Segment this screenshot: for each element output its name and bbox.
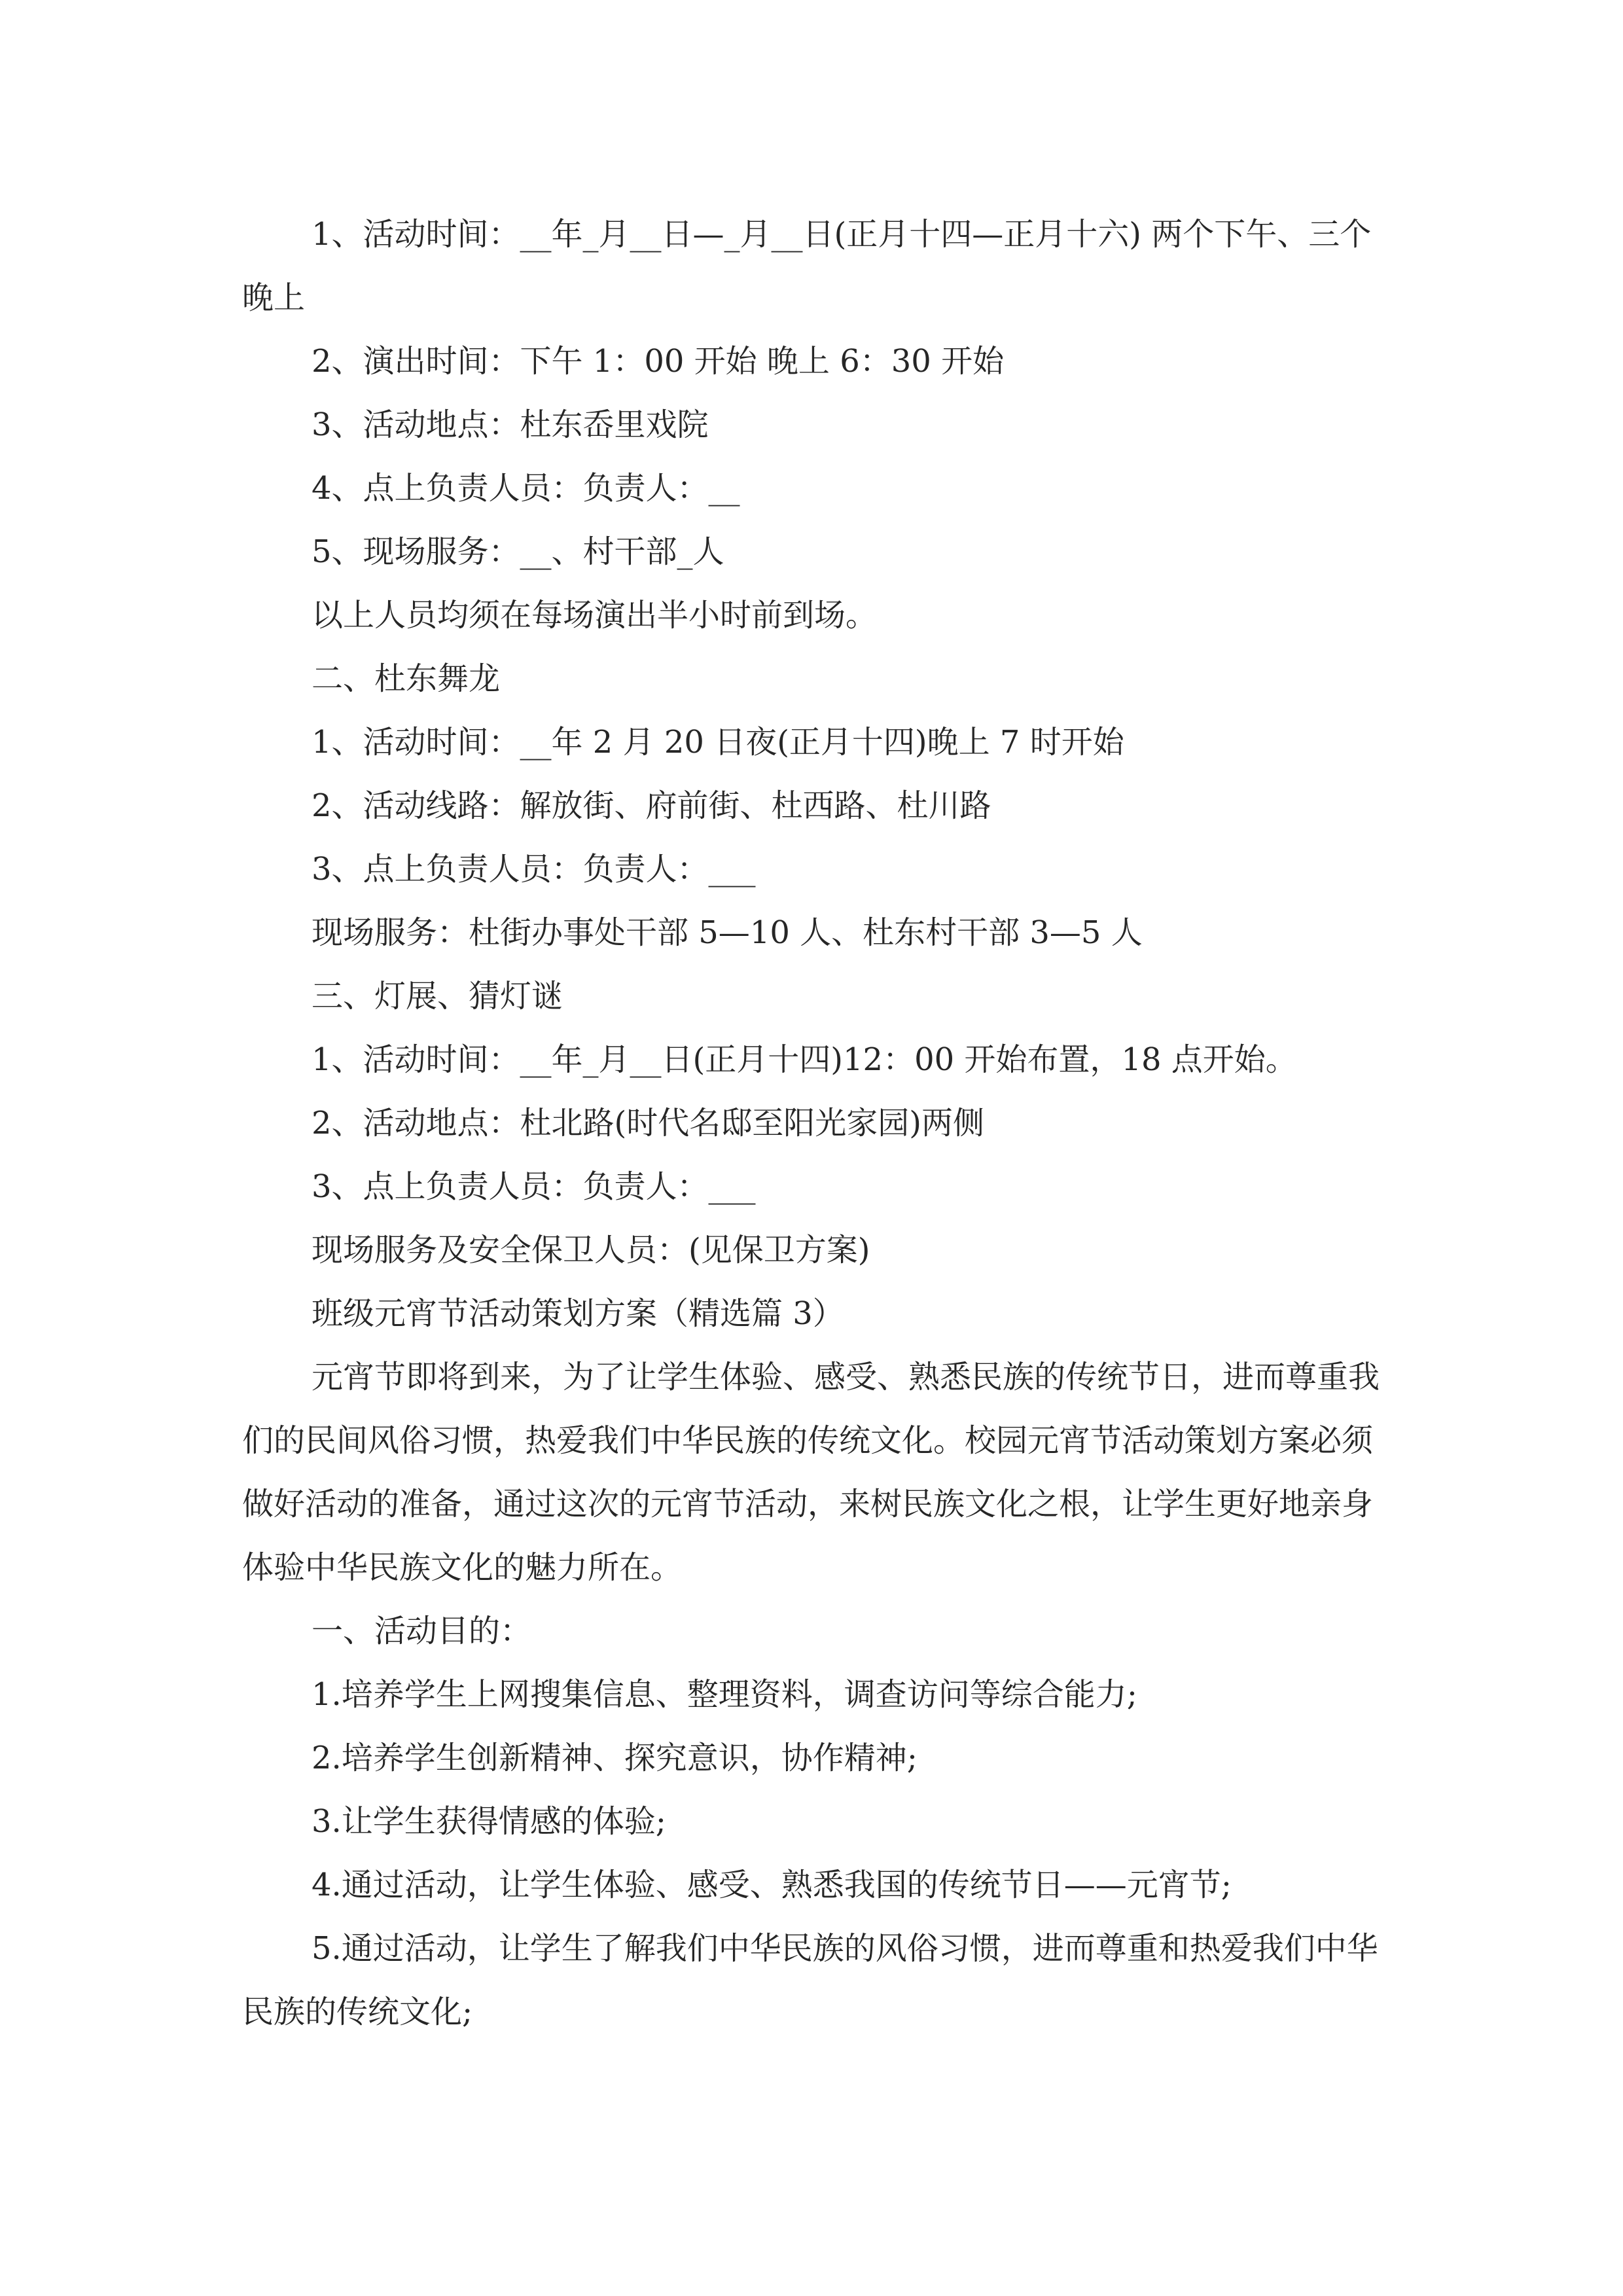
lantern-responsible-item: 3、点上负责人员：负责人：___ [312, 1168, 756, 1205]
onsite-service-item: 5、现场服务：__、村干部_人 [312, 533, 724, 570]
arrival-note: 以上人员均须在每场演出半小时前到场。 [312, 597, 878, 634]
article-title: 班级元宵节活动策划方案（精选篇 3） [312, 1295, 844, 1332]
venue-item: 3、活动地点：杜东岙里戏院 [312, 406, 709, 443]
goal-item: 4.通过活动，让学生体验、感受、熟悉我国的传统节日——元宵节; [312, 1867, 1232, 1903]
dragon-time-item: 1、活动时间：__年 2 月 20 日夜(正月十四)晚上 7 时开始 [312, 724, 1124, 761]
dragon-responsible-item: 3、点上负责人员：负责人：___ [312, 851, 756, 888]
lantern-time-item: 1、活动时间：__年_月__日(正月十四)12：00 开始布置，18 点开始。 [312, 1041, 1297, 1078]
goal-item: 1.培养学生上网搜集信息、整理资料，调查访问等综合能力; [312, 1676, 1137, 1713]
lantern-security-item: 现场服务及安全保卫人员：(见保卫方案) [312, 1232, 870, 1268]
goal-item: 3.让学生获得情感的体验; [312, 1803, 666, 1840]
responsible-person-item: 4、点上负责人员：负责人：__ [312, 470, 740, 507]
dragon-service-item: 现场服务：杜街办事处干部 5—10 人、杜东村干部 3—5 人 [312, 914, 1143, 951]
schedule-time-item: 1、活动时间：__年_月__日—_月__日(正月十四—正月十六) 两个下午、三个晚上 [242, 216, 1372, 316]
goal-item: 5.通过活动，让学生了解我们中华民族的风俗习惯，进而尊重和热爱我们中华民族的传统文化; [242, 1930, 1378, 2030]
intro-paragraph: 元宵节即将到来，为了让学生体验、感受、熟悉民族的传统节日，进而尊重我们的民间风俗习惯，热爱我们中华民族的传统文化。校园元宵节活动策划方案必须做好活动的准备，通过这次的元宵节活动，来树民族文化之根，让学生更好地亲身体验中华民族文化的魅力所在。 [242, 1359, 1380, 1586]
document-body [242, 203, 1381, 2044]
dragon-route-item: 2、活动线路：解放街、府前街、杜西路、杜川路 [312, 787, 991, 824]
section-heading-lantern: 三、灯展、猜灯谜 [312, 978, 563, 1014]
performance-time-item: 2、演出时间：下午 1：00 开始 晚上 6：30 开始 [312, 343, 1005, 380]
lantern-venue-item: 2、活动地点：杜北路(时代名邸至阳光家园)两侧 [312, 1105, 984, 1141]
section-heading-dragon-dance: 二、杜东舞龙 [312, 660, 501, 697]
goal-item: 2.培养学生创新精神、探究意识，协作精神; [312, 1740, 918, 1776]
section-heading-goals: 一、活动目的： [312, 1613, 532, 1649]
